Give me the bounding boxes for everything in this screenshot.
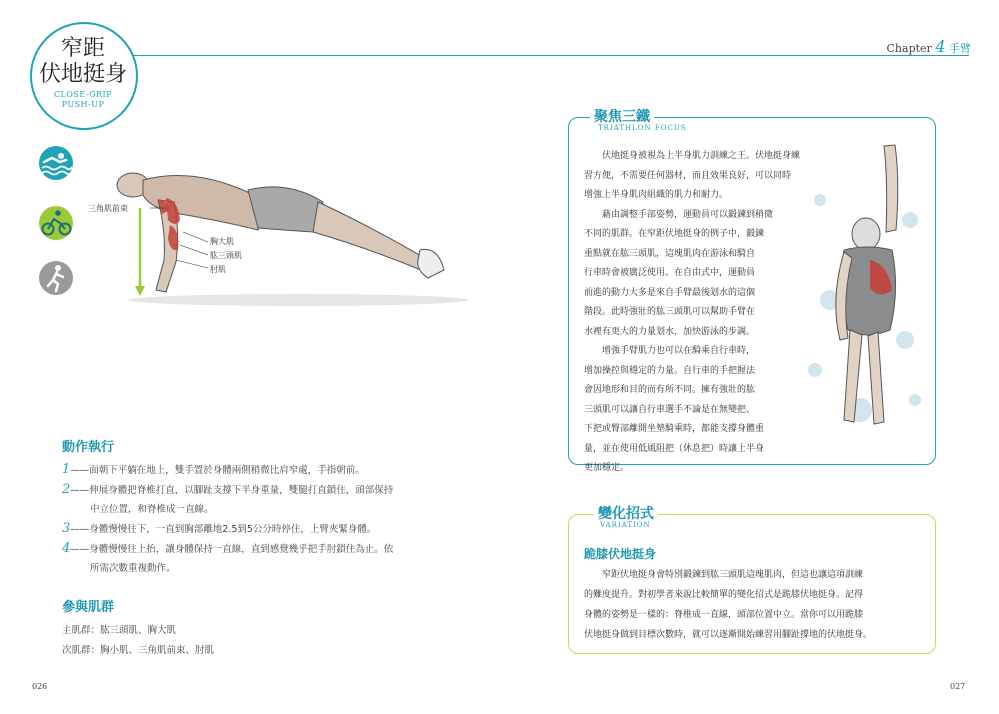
focus-line: 量，並在使用低風阻把（休息把）時讓上半身 — [584, 443, 765, 454]
focus-line: 會因地形和目的而有所不同。擁有強壯的肱 — [584, 385, 756, 395]
page-title — [30, 36, 136, 88]
focus-line: 更加穩定。 — [584, 463, 630, 473]
label-elbow: 肘肌 — [210, 265, 226, 274]
step-number: 1 — [62, 462, 71, 477]
chapter-number: 4 — [935, 37, 946, 56]
step-1 — [62, 460, 502, 480]
label-deltoid: 三角肌前束 — [88, 204, 128, 213]
primary-muscles: 主肌群：肱三頭肌、胸大肌 — [62, 625, 177, 636]
swimmer-illustration — [800, 140, 930, 450]
title-line-1: 窄距 — [60, 36, 105, 61]
running-icon — [39, 261, 73, 295]
variation-subtitle: 跪膝伏地挺身 — [584, 547, 657, 561]
step-dash: —— — [70, 465, 90, 476]
focus-line: 增強上半身肌肉組織的肌力和耐力。 — [584, 190, 729, 200]
variation-title-en: VARIATION — [600, 521, 651, 529]
focus-line: 階段。此時強壯的肱三頭肌可以幫助手臂在 — [584, 307, 756, 317]
step-number: 4 — [62, 541, 71, 556]
variation-line: 伏地挺身做到目標次數時，就可以逐漸開始練習用腳趾撐地的伏地挺身。 — [584, 630, 873, 640]
focus-title-en: TRIATHLON FOCUS — [598, 124, 687, 132]
step-text: 身體慢慢往下，一直到胸部離地2.5到5公分時停住，上臂夾緊身體。 — [89, 524, 377, 535]
step-4-cont: 所需次數重複動作。 — [90, 563, 176, 574]
focus-line: 水裡有更大的力量划水，加快游泳的步調。 — [584, 326, 756, 337]
label-triceps: 肱三頭肌 — [210, 251, 242, 260]
focus-body — [584, 147, 834, 479]
focus-line: 前進的動力大多是來自手臂最後划水的這個 — [584, 287, 756, 298]
step-dash: —— — [70, 544, 90, 555]
focus-line: 三頭肌可以讓自行車選手不論是在無變把、 — [584, 404, 756, 415]
variation-body — [584, 565, 929, 645]
focus-line: 增強手臂肌力也可以在騎乘自行車時， — [602, 346, 756, 356]
chapter-label — [887, 37, 971, 56]
variation-line: 身體的姿勢是一樣的：脊椎成一直線，頭部位置中立。當你可以用跪膝 — [584, 610, 864, 620]
step-2 — [62, 480, 502, 500]
step-text: 面朝下平躺在地上，雙手置於身體兩側稍微比肩窄處，手指朝前。 — [89, 465, 365, 476]
variation-line: 的難度提升。對初學者來說比較簡單的變化招式是跪膝伏地挺身。記得 — [584, 590, 864, 600]
page-number-left: 026 — [32, 682, 48, 691]
muscles-title: 參與肌群 — [62, 600, 115, 615]
page-number-right: 027 — [950, 682, 966, 691]
label-chest: 胸大肌 — [210, 237, 234, 246]
step-text: 伸展身體把脊椎打直，以腳趾支撐下半身重量，雙腿打直鎖住，頭部保持 — [89, 485, 394, 496]
chapter-topic: 手臂 — [949, 42, 971, 55]
variation-header — [594, 503, 658, 523]
chapter-word: Chapter — [886, 42, 932, 55]
title-line-2: 伏地挺身 — [38, 62, 127, 87]
pushup-illustration — [108, 150, 468, 315]
variation-line: 窄距伏地挺身會特別鍛鍊到肱三頭肌這塊肌肉，但這也讓這項訓練 — [602, 570, 864, 580]
subtitle-line-1: CLOSE-GRIP — [53, 90, 113, 99]
focus-line: 下把或臀部離開坐墊騎乘時，都能支撐身體重 — [584, 424, 765, 434]
step-dash: —— — [70, 524, 90, 535]
cycling-icon — [39, 206, 73, 240]
step-number: 3 — [62, 521, 71, 536]
secondary-muscles: 次肌群：胸小肌、三角肌前束、肘肌 — [62, 645, 215, 656]
execution-steps — [62, 460, 502, 578]
page-subtitle-en — [30, 90, 136, 110]
step-number: 2 — [62, 482, 71, 497]
focus-line: 重點就在肱三頭肌，這塊肌肉在游泳和騎自 — [584, 248, 756, 259]
focus-line: 行車時會被廣泛使用。在自由式中，運動員 — [584, 268, 756, 278]
variation-title: 變化招式 — [594, 506, 658, 522]
step-4 — [62, 539, 502, 559]
header-rule — [134, 55, 969, 56]
focus-line: 增加操控與穩定的力量。自行車的手把握法 — [584, 365, 756, 376]
focus-header — [590, 106, 654, 126]
step-3 — [62, 519, 502, 539]
sport-icons — [38, 145, 78, 305]
subtitle-line-2: PUSH-UP — [61, 100, 105, 109]
focus-line: 習方便，不需要任何器材，而且效果良好，可以同時 — [584, 170, 792, 181]
step-2-cont: 中立位置，和脊椎成一直線。 — [90, 504, 214, 515]
focus-title: 聚焦三鐵 — [590, 109, 654, 125]
focus-line: 不同的肌群。在窄距伏地挺身的例子中，鍛鍊 — [584, 229, 765, 239]
focus-line: 藉由調整手部姿勢，運動員可以鍛鍊到稍微 — [602, 209, 774, 220]
step-text: 身體慢慢往上抬，讓身體保持一直線，直到感覺幾乎把手肘鎖住為止。依 — [89, 544, 394, 555]
focus-line: 伏地挺身被視為上半身肌力訓練之王。伏地挺身練 — [602, 151, 801, 161]
swimming-icon — [39, 146, 73, 180]
execution-title: 動作執行 — [62, 440, 115, 455]
step-dash: —— — [70, 485, 90, 496]
